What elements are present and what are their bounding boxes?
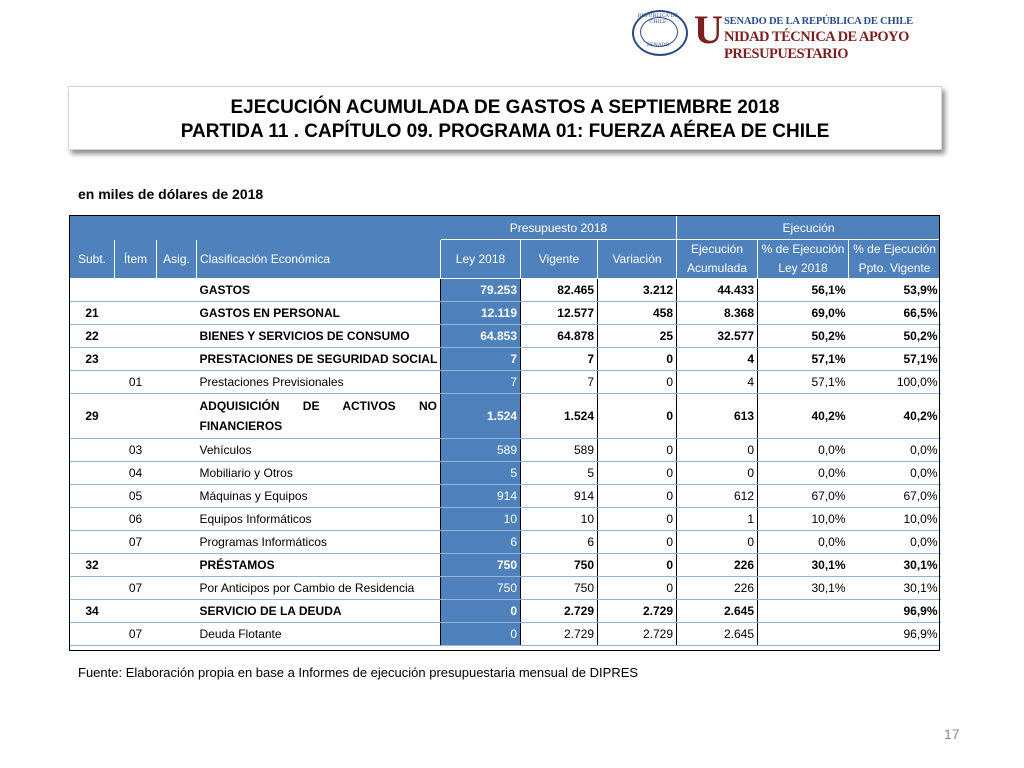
cell-subt: 21: [70, 302, 115, 325]
cell-pct-vigente: 0,0%: [849, 462, 941, 485]
table-row: [70, 279, 941, 302]
cell-pct-ley: 69,0%: [758, 302, 849, 325]
cell-variacion: 25: [598, 325, 677, 348]
cell-pct-ley: 0,0%: [758, 462, 849, 485]
cell-vigente: 2.729: [521, 623, 598, 646]
header-ley: Ley 2018: [441, 240, 521, 279]
cell-ejecucion: 226: [677, 554, 758, 577]
cell-pct-vigente: 30,1%: [849, 577, 941, 600]
table-row: [70, 531, 941, 554]
cell-vigente: 12.577: [521, 302, 598, 325]
cell-pct-ley: 67,0%: [758, 485, 849, 508]
cell-vigente: 750: [521, 554, 598, 577]
logo-unit-name: NIDAD TÉCNICA DE APOYO PRESUPUESTARIO: [724, 29, 909, 62]
header-ejecucion-acumulada: Ejecución Acumulada: [677, 240, 758, 279]
header-ejecucion: Ejecución: [677, 216, 941, 240]
cell-variacion: 0: [598, 485, 677, 508]
cell-ejecucion: 44.433: [677, 279, 758, 302]
cell-variacion: 0: [598, 348, 677, 371]
cell-subt: 22: [70, 325, 115, 348]
table-row: [70, 325, 941, 348]
cell-ejecucion: 32.577: [677, 325, 758, 348]
cell-subt: [70, 577, 115, 600]
cell-asig: [157, 577, 197, 600]
cell-pct-vigente: 96,9%: [849, 623, 941, 646]
header-blank: [70, 216, 441, 240]
cell-asig: [157, 600, 197, 623]
cell-subt: 23: [70, 348, 115, 371]
cell-ley: 7: [441, 371, 521, 394]
cell-asig: [157, 348, 197, 371]
cell-clasificacion: Prestaciones Previsionales: [197, 371, 441, 394]
cell-pct-ley: [758, 600, 849, 623]
cell-asig: [157, 325, 197, 348]
cell-ley: 0: [441, 600, 521, 623]
cell-variacion: 458: [598, 302, 677, 325]
cell-pct-ley: 0,0%: [758, 439, 849, 462]
cell-variacion: 2.729: [598, 600, 677, 623]
cell-item: [115, 302, 157, 325]
cell-variacion: 3.212: [598, 279, 677, 302]
cell-pct-vigente: 0,0%: [849, 531, 941, 554]
senate-seal-icon: [628, 8, 688, 54]
cell-asig: [157, 485, 197, 508]
cell-subt: [70, 485, 115, 508]
header-clasificacion: Clasificación Económica: [197, 240, 441, 279]
header-pct-ley: % de Ejecución Ley 2018: [758, 240, 849, 279]
table-row: [70, 554, 941, 577]
source-note: Fuente: Elaboración propia en base a Informes de ejecución presupuestaria mensual de DIPRES: [78, 665, 639, 680]
cell-ley: 914: [441, 485, 521, 508]
cell-ley: 750: [441, 554, 521, 577]
cell-ley: 589: [441, 439, 521, 462]
header-presupuesto: Presupuesto 2018: [441, 216, 677, 240]
cell-clasificacion: ADQUISICIÓN DE ACTIVOS NO FINANCIEROS: [197, 394, 441, 439]
cell-clasificacion: Vehículos: [197, 439, 441, 462]
logo-senate-name: SENADO DE LA REPÚBLICA DE CHILE: [724, 16, 913, 27]
senate-logo: [628, 7, 1020, 62]
cell-clasificacion: PRESTACIONES DE SEGURIDAD SOCIAL: [197, 348, 441, 371]
table-row: [70, 302, 941, 325]
cell-ley: 64.853: [441, 325, 521, 348]
cell-variacion: 0: [598, 508, 677, 531]
cell-pct-ley: 30,1%: [758, 554, 849, 577]
cell-ejecucion: 8.368: [677, 302, 758, 325]
cell-subt: [70, 623, 115, 646]
cell-clasificacion: Mobiliario y Otros: [197, 462, 441, 485]
cell-item: 04: [115, 462, 157, 485]
cell-item: 03: [115, 439, 157, 462]
cell-pct-ley: 57,1%: [758, 371, 849, 394]
cell-pct-vigente: 100,0%: [849, 371, 941, 394]
cell-vigente: 589: [521, 439, 598, 462]
table-row: [70, 439, 941, 462]
table-row: [70, 577, 941, 600]
table-row: [70, 623, 941, 646]
cell-variacion: 0: [598, 462, 677, 485]
title-box: [68, 86, 942, 150]
cell-ejecucion: 612: [677, 485, 758, 508]
table-row: [70, 600, 941, 623]
cell-ejecucion: 613: [677, 394, 758, 439]
cell-pct-vigente: 30,1%: [849, 554, 941, 577]
cell-vigente: 750: [521, 577, 598, 600]
header-subt: Subt.: [70, 240, 115, 279]
cell-item: [115, 600, 157, 623]
cell-ejecucion: 226: [677, 577, 758, 600]
cell-subt: [70, 462, 115, 485]
cell-pct-ley: 30,1%: [758, 577, 849, 600]
logo-letter: U: [694, 7, 723, 52]
cell-item: 07: [115, 577, 157, 600]
cell-clasificacion: GASTOS: [197, 279, 441, 302]
cell-ejecucion: 0: [677, 439, 758, 462]
cell-variacion: 0: [598, 439, 677, 462]
cell-clasificacion: GASTOS EN PERSONAL: [197, 302, 441, 325]
cell-item: 05: [115, 485, 157, 508]
cell-variacion: 0: [598, 554, 677, 577]
cell-asig: [157, 302, 197, 325]
cell-pct-vigente: 53,9%: [849, 279, 941, 302]
cell-ejecucion: 1: [677, 508, 758, 531]
cell-asig: [157, 462, 197, 485]
cell-pct-ley: 56,1%: [758, 279, 849, 302]
cell-vigente: 914: [521, 485, 598, 508]
cell-clasificacion: SERVICIO DE LA DEUDA: [197, 600, 441, 623]
cell-subt: [70, 508, 115, 531]
cell-ejecucion: 0: [677, 462, 758, 485]
seal-top-text: REPÚBLICA DE CHILE: [637, 13, 679, 25]
cell-pct-vigente: 40,2%: [849, 394, 941, 439]
header-asig: Asig.: [157, 240, 197, 279]
cell-asig: [157, 508, 197, 531]
cell-subt: [70, 439, 115, 462]
cell-ley: 79.253: [441, 279, 521, 302]
cell-asig: [157, 554, 197, 577]
cell-asig: [157, 439, 197, 462]
cell-item: [115, 325, 157, 348]
cell-item: [115, 279, 157, 302]
cell-pct-ley: 0,0%: [758, 531, 849, 554]
cell-vigente: 2.729: [521, 600, 598, 623]
budget-table: [69, 215, 941, 646]
cell-pct-vigente: 96,9%: [849, 600, 941, 623]
cell-pct-ley: [758, 623, 849, 646]
cell-pct-vigente: 10,0%: [849, 508, 941, 531]
cell-subt: 34: [70, 600, 115, 623]
cell-item: 06: [115, 508, 157, 531]
cell-item: 01: [115, 371, 157, 394]
seal-bottom-text: SENADO: [646, 42, 670, 48]
cell-asig: [157, 394, 197, 439]
cell-item: [115, 554, 157, 577]
cell-variacion: 2.729: [598, 623, 677, 646]
cell-vigente: 10: [521, 508, 598, 531]
header-item: Ítem: [115, 240, 157, 279]
table-row: [70, 462, 941, 485]
cell-ejecucion: 4: [677, 348, 758, 371]
cell-pct-ley: 57,1%: [758, 348, 849, 371]
cell-clasificacion: Equipos Informáticos: [197, 508, 441, 531]
cell-ejecucion: 2.645: [677, 600, 758, 623]
cell-clasificacion: BIENES Y SERVICIOS DE CONSUMO: [197, 325, 441, 348]
cell-pct-vigente: 66,5%: [849, 302, 941, 325]
cell-item: [115, 394, 157, 439]
cell-subt: [70, 279, 115, 302]
cell-vigente: 1.524: [521, 394, 598, 439]
cell-asig: [157, 371, 197, 394]
cell-ejecucion: 0: [677, 531, 758, 554]
cell-pct-vigente: 0,0%: [849, 439, 941, 462]
page-subtitle: PARTIDA 11 . CAPÍTULO 09. PROGRAMA 01: FUERZA AÉREA DE CHILE: [180, 121, 830, 142]
cell-vigente: 6: [521, 531, 598, 554]
table-row: [70, 508, 941, 531]
cell-ley: 1.524: [441, 394, 521, 439]
cell-item: 07: [115, 623, 157, 646]
cell-ley: 6: [441, 531, 521, 554]
cell-asig: [157, 531, 197, 554]
cell-vigente: 7: [521, 348, 598, 371]
cell-pct-ley: 50,2%: [758, 325, 849, 348]
header-pct-vigente: % de Ejecución Ppto. Vigente: [849, 240, 941, 279]
cell-asig: [157, 279, 197, 302]
cell-ley: 10: [441, 508, 521, 531]
header-vigente: Vigente: [521, 240, 598, 279]
cell-pct-ley: 10,0%: [758, 508, 849, 531]
cell-variacion: 0: [598, 394, 677, 439]
cell-ley: 7: [441, 348, 521, 371]
cell-variacion: 0: [598, 531, 677, 554]
cell-clasificacion: Por Anticipos por Cambio de Residencia: [197, 577, 441, 600]
cell-vigente: 5: [521, 462, 598, 485]
cell-ley: 12.119: [441, 302, 521, 325]
cell-clasificacion: PRÉSTAMOS: [197, 554, 441, 577]
cell-vigente: 64.878: [521, 325, 598, 348]
cell-pct-vigente: 57,1%: [849, 348, 941, 371]
cell-vigente: 7: [521, 371, 598, 394]
table-row: [70, 394, 941, 439]
cell-item: [115, 348, 157, 371]
units-note: en miles de dólares de 2018: [78, 186, 264, 202]
table-row: [70, 371, 941, 394]
cell-subt: 29: [70, 394, 115, 439]
cell-clasificacion: Deuda Flotante: [197, 623, 441, 646]
cell-asig: [157, 623, 197, 646]
page-number: 17: [944, 726, 960, 742]
cell-subt: 32: [70, 554, 115, 577]
cell-clasificacion: Máquinas y Equipos: [197, 485, 441, 508]
cell-ley: 0: [441, 623, 521, 646]
header-variacion: Variación: [598, 240, 677, 279]
table-row: [70, 485, 941, 508]
cell-variacion: 0: [598, 371, 677, 394]
cell-pct-ley: 40,2%: [758, 394, 849, 439]
cell-vigente: 82.465: [521, 279, 598, 302]
table-row: [70, 348, 941, 371]
cell-ejecucion: 2.645: [677, 623, 758, 646]
cell-item: 07: [115, 531, 157, 554]
cell-variacion: 0: [598, 577, 677, 600]
cell-subt: [70, 531, 115, 554]
cell-pct-vigente: 67,0%: [849, 485, 941, 508]
cell-clasificacion: Programas Informáticos: [197, 531, 441, 554]
cell-ley: 750: [441, 577, 521, 600]
cell-ley: 5: [441, 462, 521, 485]
cell-subt: [70, 371, 115, 394]
page-title: EJECUCIÓN ACUMULADA DE GASTOS A SEPTIEMBRE 2018: [230, 97, 780, 118]
cell-ejecucion: 4: [677, 371, 758, 394]
cell-pct-vigente: 50,2%: [849, 325, 941, 348]
